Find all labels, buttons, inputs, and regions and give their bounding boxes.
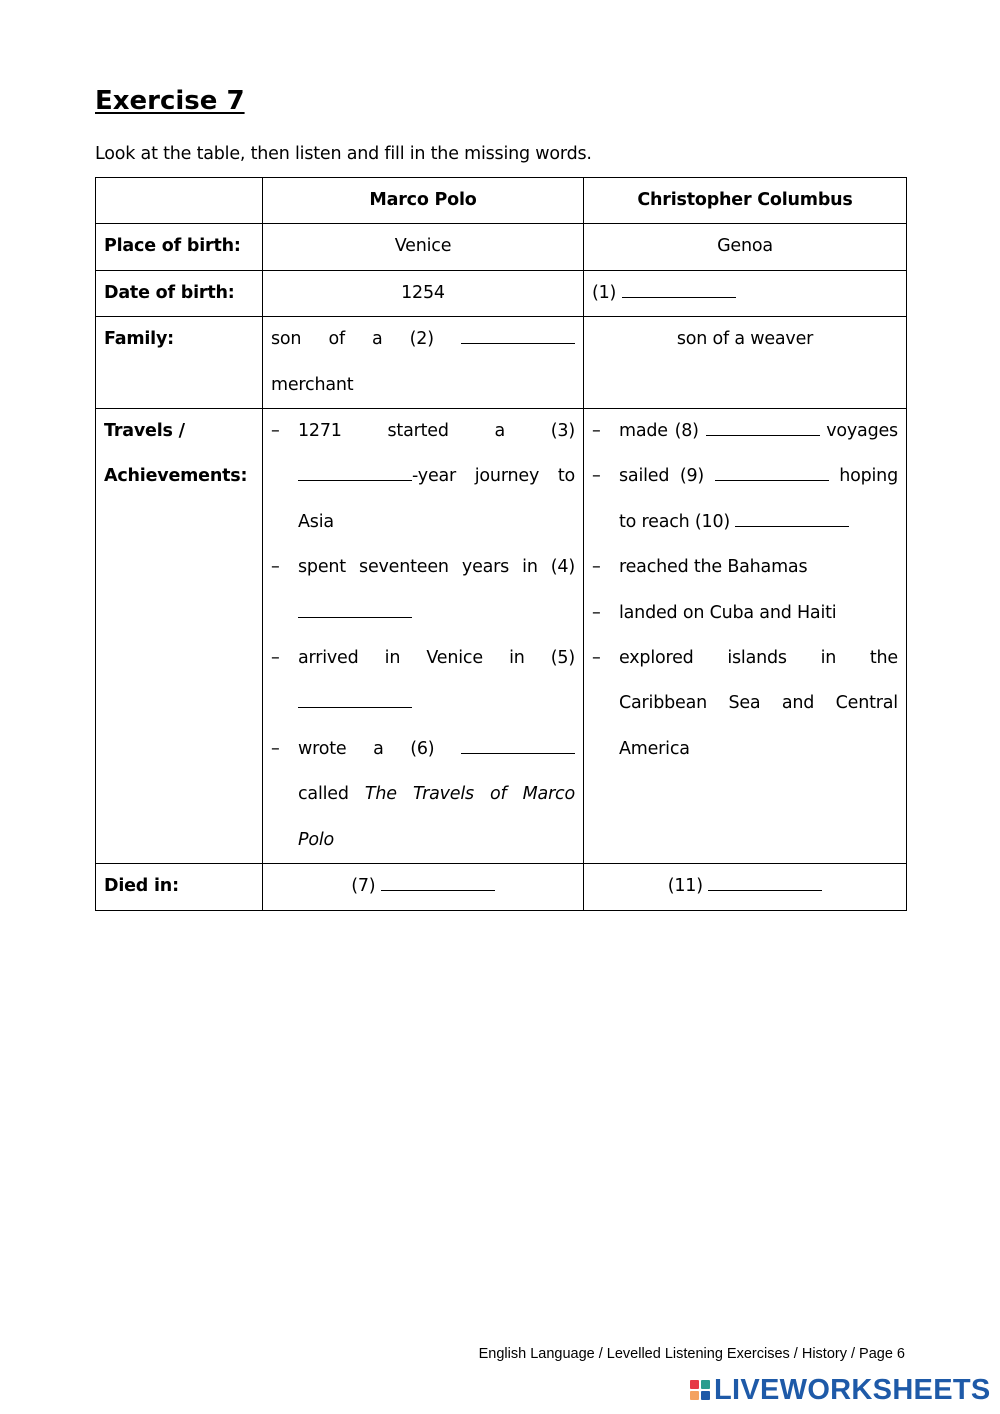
columbus-travels xyxy=(584,409,907,864)
columbus-died xyxy=(584,864,907,910)
blank-number-5: (5) xyxy=(550,648,575,669)
date-of-birth-label: Date of birth: xyxy=(96,270,263,316)
exercise-title: Exercise 7 xyxy=(95,86,245,116)
polo-bullet-4: – wrote a (6) called The Travels of Marco Polo xyxy=(271,727,575,863)
liveworksheets-logo-icon xyxy=(690,1380,710,1400)
columbus-bullet-3: – reached the Bahamas xyxy=(592,545,898,590)
blank-number-6: (6) xyxy=(410,738,435,759)
polo-family-line2: merchant xyxy=(271,374,354,395)
polo-bullet-2: – spent seventeen years in (4) xyxy=(271,545,575,636)
dash-bullet: – xyxy=(271,557,280,578)
columbus-bullet-1: – made (8) voyages xyxy=(592,409,898,454)
blank-5-line[interactable] xyxy=(298,706,412,708)
liveworksheets-logo-text: LIVEWORKSHEETS xyxy=(714,1373,991,1406)
blank-number-7: (7) xyxy=(351,876,376,897)
blank-number-1: (1) xyxy=(592,282,617,303)
blank-7-line[interactable] xyxy=(381,889,495,891)
columbus-date-of-birth xyxy=(584,270,907,316)
polo-date-of-birth: 1254 xyxy=(263,270,584,316)
header-row xyxy=(96,178,907,224)
blank-8-line[interactable] xyxy=(706,434,820,436)
liveworksheets-logo xyxy=(690,1373,991,1407)
columbus-bullet-5: – explored islands in the Caribbean Sea and Central America xyxy=(592,636,898,772)
blank-4-line[interactable] xyxy=(298,616,412,618)
page-footer: English Language / Levelled Listening Exercises / History / Page 6 xyxy=(478,1346,905,1362)
blank-number-2: (2) xyxy=(409,329,434,350)
columbus-place-of-birth: Genoa xyxy=(584,224,907,270)
polo-place-of-birth: Venice xyxy=(263,224,584,270)
dash-bullet: – xyxy=(271,421,280,442)
died-label: Died in: xyxy=(96,864,263,910)
blank-number-9: sailed (9) xyxy=(619,466,705,487)
dash-bullet: – xyxy=(592,421,601,442)
blank-6-line[interactable] xyxy=(461,752,575,754)
book-title: The Travels of Marco xyxy=(364,784,575,805)
dash-bullet: – xyxy=(271,648,280,669)
columbus-bullet-2: – sailed (9) hoping to reach (10) xyxy=(592,454,898,545)
blank-1-line[interactable] xyxy=(622,296,736,298)
book-title-end: Polo xyxy=(298,829,335,850)
blank-11-line[interactable] xyxy=(708,889,822,891)
polo-travels xyxy=(263,409,584,864)
dash-bullet: – xyxy=(592,602,601,623)
date-of-birth-row xyxy=(96,270,907,316)
blank-10-line[interactable] xyxy=(735,525,849,527)
travels-row xyxy=(96,409,907,864)
blank-number-8: made (8) xyxy=(619,421,699,442)
place-of-birth-row xyxy=(96,224,907,270)
died-row xyxy=(96,864,907,910)
columbus-family: son of a weaver xyxy=(584,317,907,409)
dash-bullet: – xyxy=(592,466,601,487)
instructions: Look at the table, then listen and fill in the missing words. xyxy=(95,144,592,164)
blank-2-line[interactable] xyxy=(461,342,575,344)
place-of-birth-label: Place of birth: xyxy=(96,224,263,270)
blank-9-line[interactable] xyxy=(715,479,829,481)
header-marco-polo: Marco Polo xyxy=(263,178,584,224)
empty-corner-cell xyxy=(96,178,263,224)
header-christopher-columbus: Christopher Columbus xyxy=(584,178,907,224)
blank-3-line[interactable] xyxy=(298,479,412,481)
polo-bullet-1: – 1271 started a (3) -year journey to Asia xyxy=(271,409,575,545)
travels-label: Travels / Achievements: xyxy=(96,409,263,864)
dash-bullet: – xyxy=(592,648,601,669)
blank-number-11: (11) xyxy=(667,876,703,897)
comparison-table xyxy=(95,177,907,911)
columbus-bullet-4: – landed on Cuba and Haiti xyxy=(592,591,898,636)
polo-family-line1: son of a (2) xyxy=(271,317,575,362)
family-label: Family: xyxy=(96,317,263,409)
dash-bullet: – xyxy=(271,738,280,759)
blank-number-3: (3) xyxy=(550,421,575,442)
polo-bullet-3: – arrived in Venice in (5) xyxy=(271,636,575,727)
family-row xyxy=(96,317,907,409)
blank-number-10: to reach (10) xyxy=(619,511,731,532)
dash-bullet: – xyxy=(592,557,601,578)
polo-family xyxy=(263,317,584,409)
polo-died xyxy=(263,864,584,910)
